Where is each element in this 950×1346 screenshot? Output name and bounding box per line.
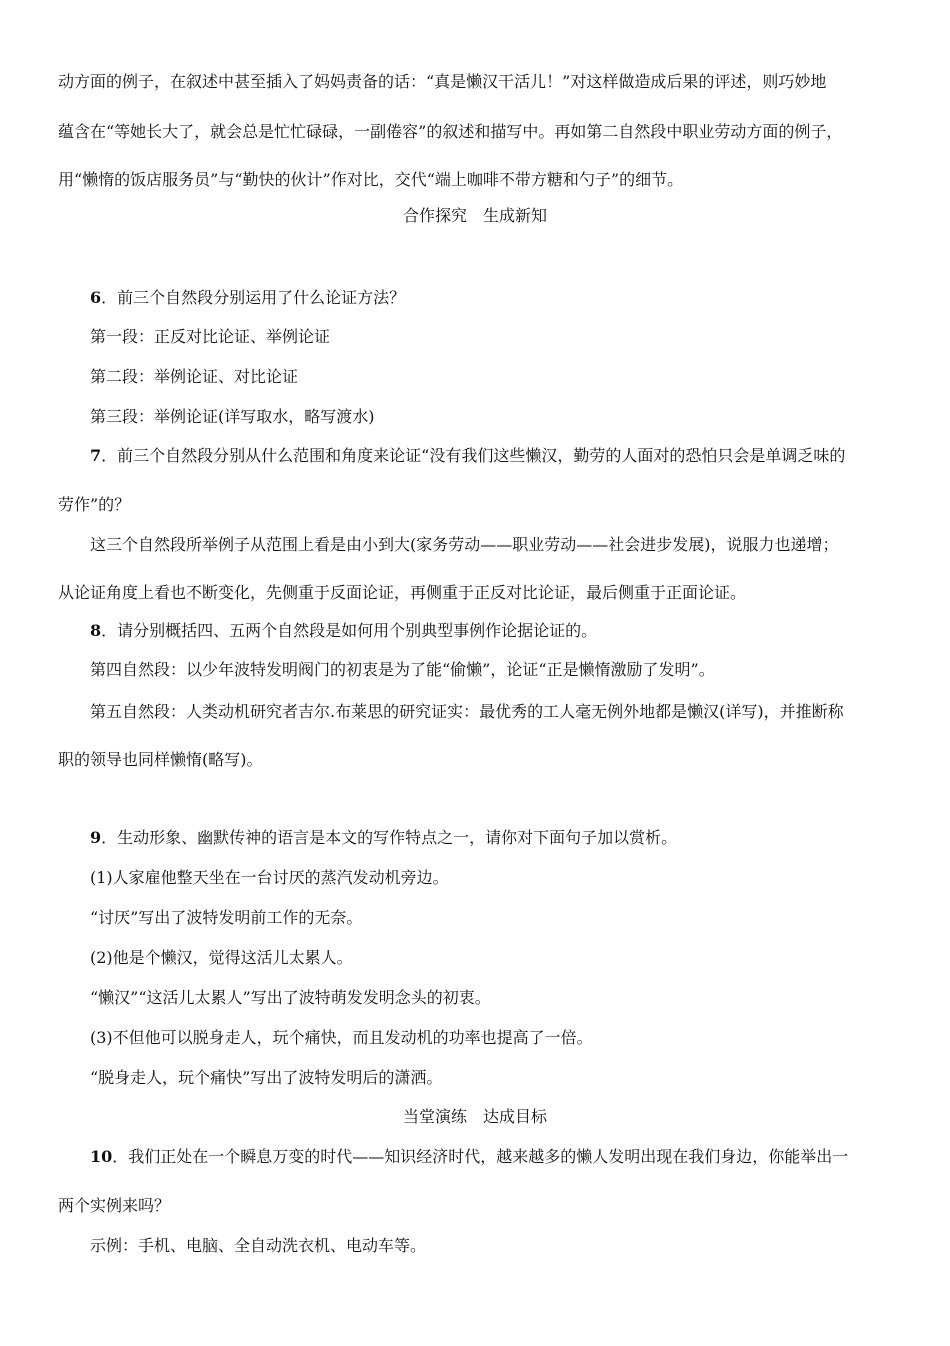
q7-question-line-2: 劳作”的？	[58, 495, 131, 514]
question-text: ．生动形象、幽默传神的语言是本文的写作特点之一，请你对下面句子加以赏析。	[101, 828, 678, 847]
question-8	[90, 621, 597, 641]
intro-line-1: 动方面的例子，在叙述中甚至插入了妈妈责备的话：“真是懒汉干活儿！”对这样做造成后果的评述，则巧妙地	[58, 72, 827, 91]
question-9	[90, 828, 677, 848]
q8-answer-1: 第四自然段：以少年波特发明阀门的初衷是为了能“偷懒”，论证“正是懒惰激励了发明”。	[90, 660, 715, 679]
intro-line-2: 蕴含在“等她长大了，就会总是忙忙碌碌，一副倦容”的叙述和描写中。再如第二自然段中职业劳动方面的例子，	[58, 122, 843, 141]
q6-answer-1: 第一段：正反对比论证、举例论证	[90, 327, 331, 346]
question-text: ．前三个自然段分别从什么范围和角度来论证“没有我们这些懒汉，勤劳的人面对的恐怕只会是单调乏味的	[101, 446, 846, 465]
q9-sentence-3: (3)不但他可以脱身走人，玩个痛快，而且发动机的功率也提高了一倍。	[90, 1028, 593, 1047]
question-number: 6	[90, 288, 102, 307]
question-number: 7	[90, 446, 102, 465]
question-text: ．前三个自然段分别运用了什么论证方法？	[101, 288, 406, 307]
question-number: 8	[90, 621, 102, 640]
section-title-practice: 当堂演练 达成目标	[402, 1107, 547, 1126]
question-10	[90, 1147, 848, 1167]
question-text: ．我们正处在一个瞬息万变的时代——知识经济时代，越来越多的懒人发明出现在我们身边，你能举出一	[112, 1147, 849, 1166]
q10-question-line-2: 两个实例来吗？	[58, 1196, 171, 1215]
q9-sentence-2-answer: “懒汉”“这活儿太累人”写出了波特萌发发明念头的初衷。	[90, 988, 491, 1007]
question-6	[90, 288, 405, 308]
q7-answer-line-2: 从论证角度上看也不断变化，先侧重于反面论证，再侧重于正反对比论证，最后侧重于正面论证。	[58, 583, 747, 602]
section-title-cooperate: 合作探究 生成新知	[402, 206, 547, 225]
question-text: ．请分别概括四、五两个自然段是如何用个别典型事例作论据论证的。	[101, 621, 598, 640]
q6-answer-2: 第二段：举例论证、对比论证	[90, 367, 299, 386]
question-7	[90, 446, 845, 466]
q8-answer-2-line-1: 第五自然段：人类动机研究者吉尔.布莱思的研究证实：最优秀的工人毫无例外地都是懒汉(详写)，并推断称	[90, 702, 844, 721]
q7-answer-line-1: 这三个自然段所举例子从范围上看是由小到大(家务劳动——职业劳动——社会进步发展)，说服力也递增；	[90, 535, 839, 554]
question-number: 10	[90, 1147, 113, 1166]
q9-sentence-1: (1)人家雇他整天坐在一台讨厌的蒸汽发动机旁边。	[90, 868, 449, 887]
q10-answer: 示例：手机、电脑、全自动洗衣机、电动车等。	[90, 1236, 427, 1255]
question-number: 9	[90, 828, 102, 847]
q9-sentence-1-answer: “讨厌”写出了波特发明前工作的无奈。	[90, 908, 363, 927]
q9-sentence-3-answer: “脱身走人，玩个痛快”写出了波特发明后的潇洒。	[90, 1068, 443, 1087]
intro-line-3: 用“懒惰的饭店服务员”与“勤快的伙计”作对比，交代“端上咖啡不带方糖和勺子”的细节。	[58, 170, 684, 189]
q9-sentence-2: (2)他是个懒汉，觉得这活儿太累人。	[90, 948, 353, 967]
q6-answer-3: 第三段：举例论证(详写取水，略写渡水)	[90, 407, 375, 426]
q8-answer-2-line-2: 职的领导也同样懒惰(略写)。	[58, 750, 263, 769]
